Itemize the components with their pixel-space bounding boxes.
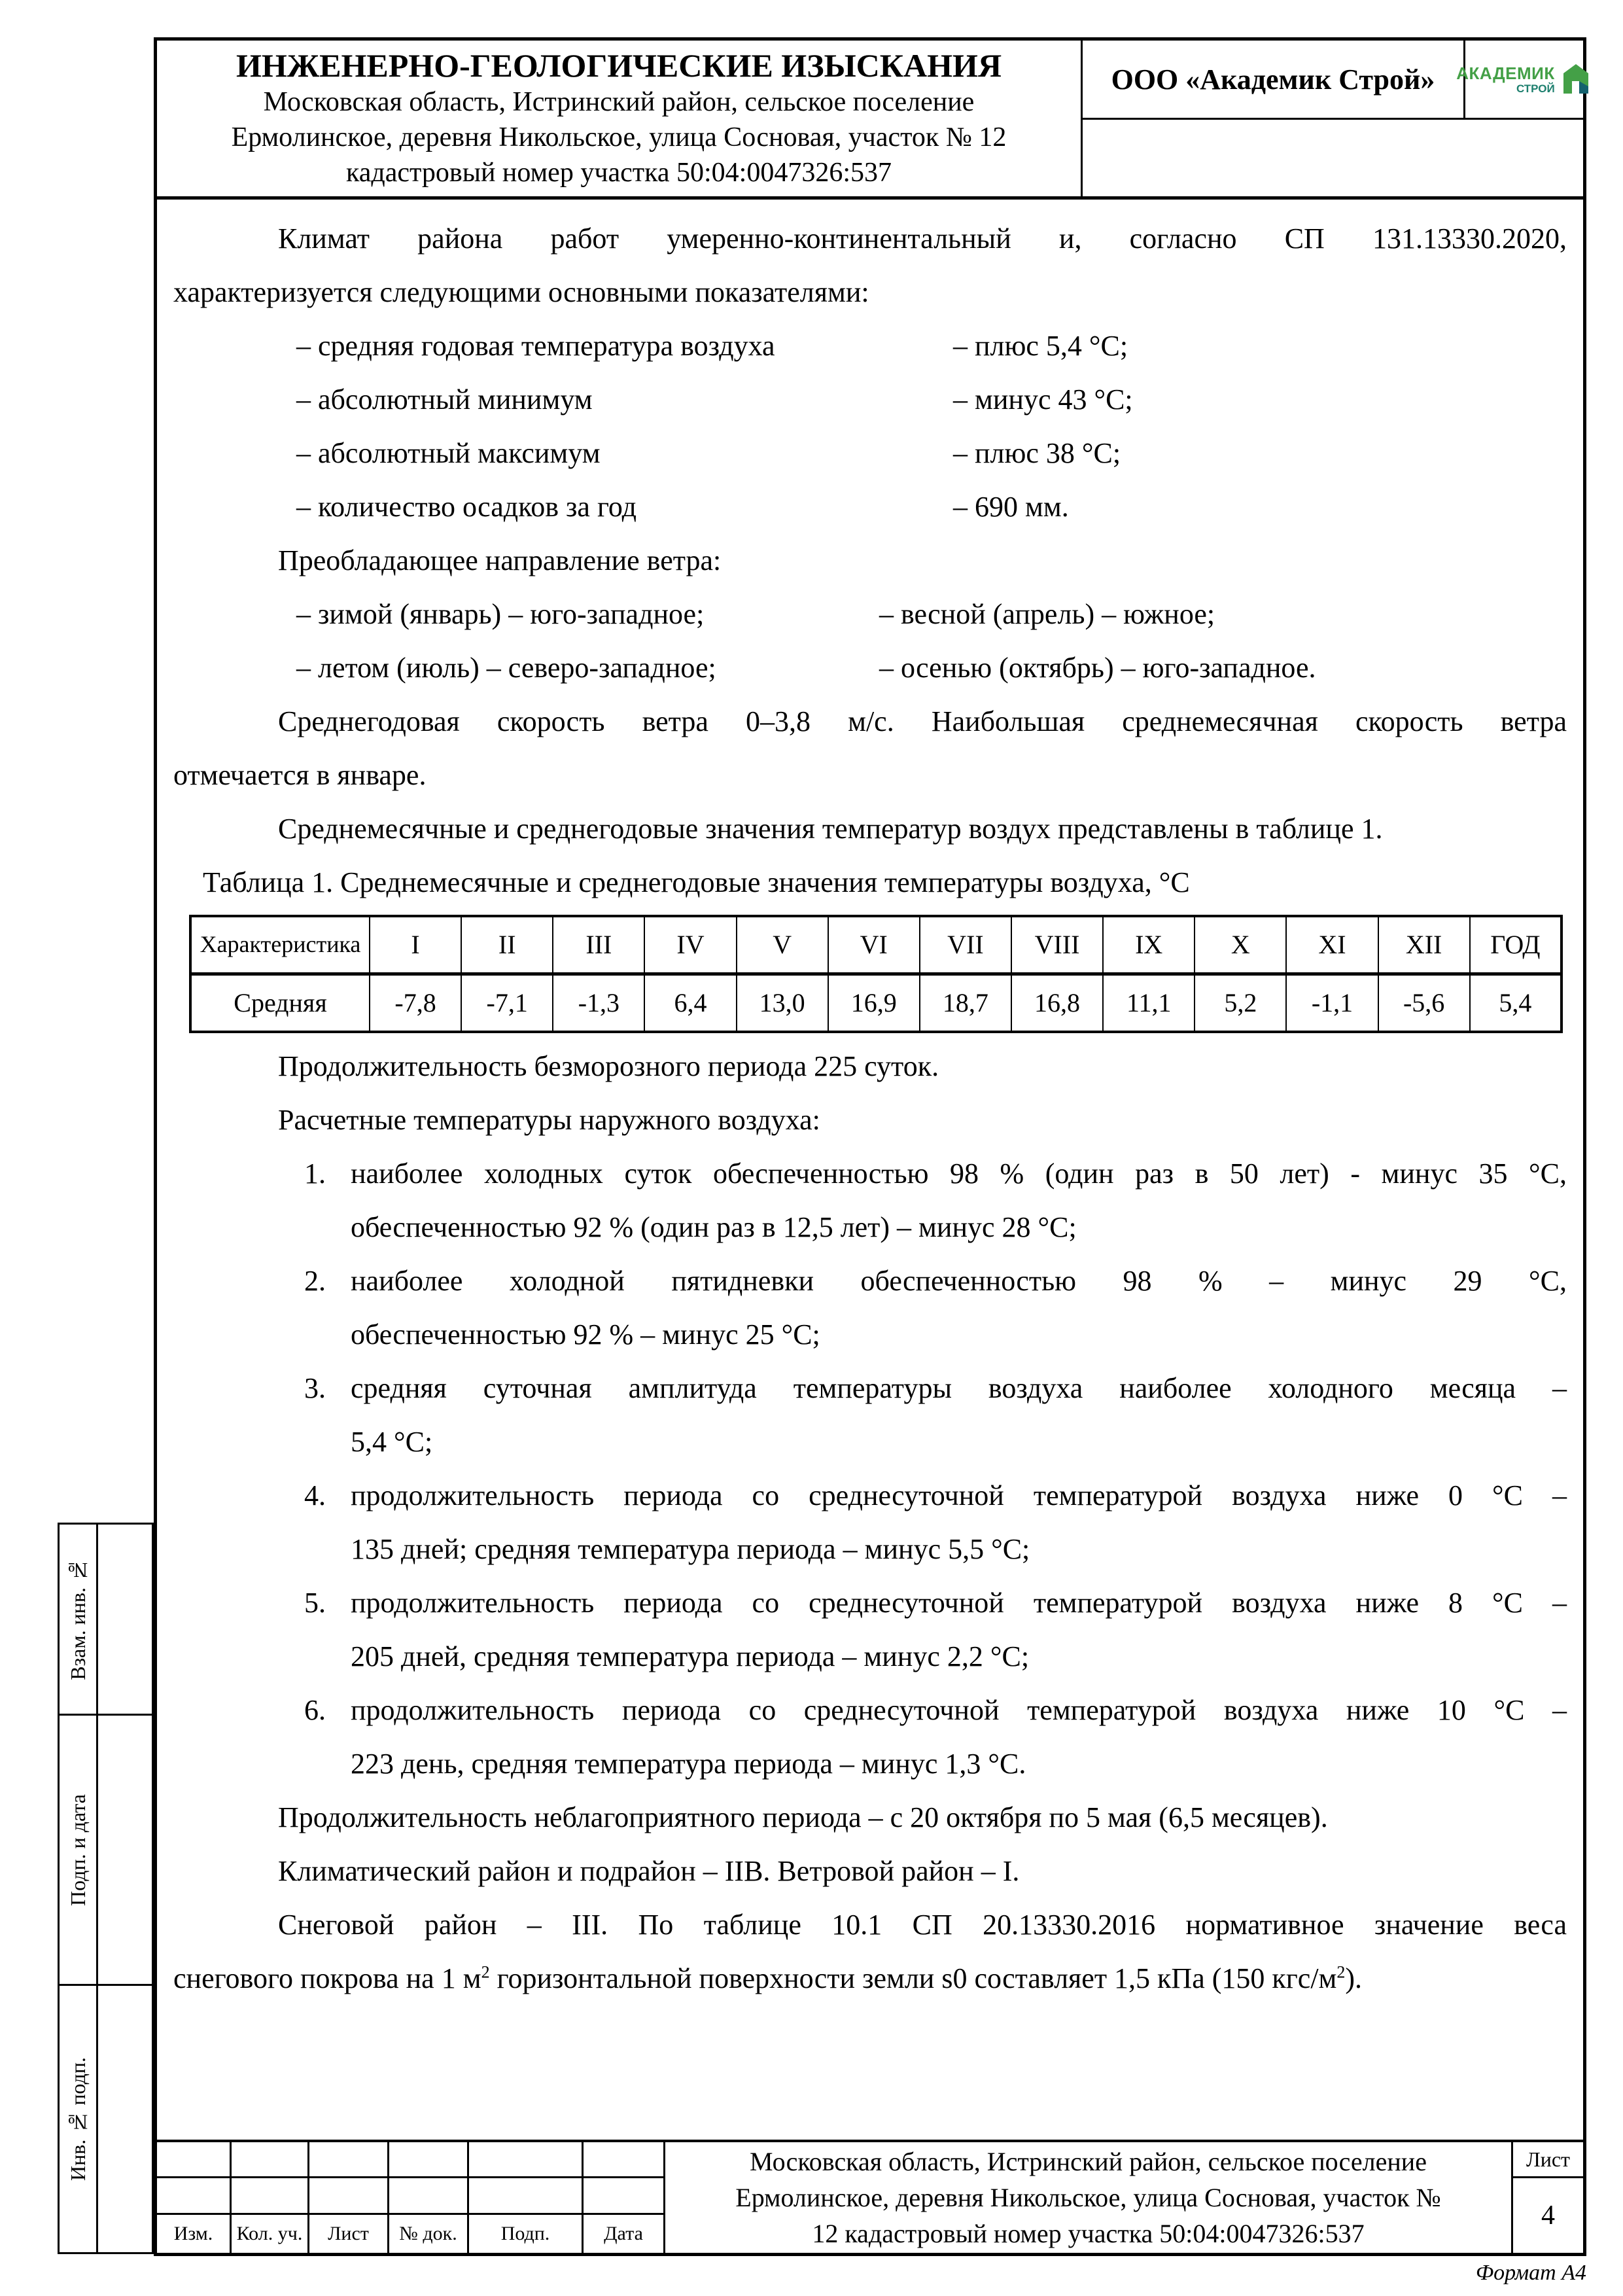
wind-spring: – весной (апрель) – южное; [879,598,1215,630]
stamp-label-data: Дата [584,2215,665,2253]
list-item-number: 3. [304,1372,326,1404]
stamp-label-dok: № док. [389,2215,469,2253]
stamp-empty-cell [584,2142,665,2178]
list-item-line1: наиболее холодной пятидневки обеспеченностью 98 % – минус 29 °С, [351,1265,1567,1297]
table-cell: 5,2 [1195,974,1286,1033]
climate-item-value: – плюс 5,4 °С; [953,330,1128,362]
climate-item-row [173,427,1567,480]
title-block [157,2140,1583,2253]
table-caption: Таблица 1. Среднемесячные и среднегодовые значения температуры воздуха, °С [203,866,1190,898]
sheet-number: 4 [1541,2200,1555,2231]
climate-item-label: – абсолютный минимум [296,383,593,415]
snow-sup2: 2 [1336,1962,1346,1982]
list-item-line1: продолжительность периода со среднесуточной температурой воздуха ниже 0 °С – [351,1479,1567,1511]
paragraph-frost-free: Продолжительность безморозного периода 225 суток. [278,1050,939,1082]
table-cell: -1,3 [553,974,644,1033]
table-header-cell: II [461,916,553,974]
temperature-table [189,915,1563,1033]
list-item-number: 1. [304,1157,326,1190]
stamp-label-list: Лист [309,2215,389,2253]
list-item [173,1576,1567,1684]
stamp-label-izm: Изм. [157,2215,232,2253]
table-cell: 16,9 [828,974,920,1033]
sheet-label: Лист [1513,2142,1583,2178]
stamp-cell-label-box [60,1986,98,2252]
survey-subtitle-line2: Ермолинское, деревня Никольское, улица Сосновая, участок № 12 [231,122,1007,152]
list-item-number: 2. [304,1265,326,1297]
snow-line2c: ). [1345,1962,1363,1994]
table-header-cell: VIII [1011,916,1103,974]
stamp-empty-cell [232,2142,309,2178]
project-description-cell [665,2142,1513,2253]
survey-title-cell [157,41,1083,196]
stamp-cell-blank [98,1986,152,2252]
house-icon [1558,61,1592,98]
climate-item-row [173,373,1567,427]
list-item-line2: 5,4 °С; [351,1426,433,1458]
left-stamp-column [58,1523,154,2256]
stamp-empty-cell [157,2142,232,2178]
logo-text [1456,65,1554,94]
podp-data-label: Подп. и дата [65,1793,90,1906]
document-body [157,203,1583,2005]
table-cell: 13,0 [737,974,828,1033]
wind-winter: – зимой (январь) – юго-западное; [296,598,705,630]
table-cell: -1,1 [1286,974,1378,1033]
paragraph-snow [173,1898,1567,2005]
list-item-text [351,1684,1567,1791]
list-item-number: 6. [304,1694,326,1726]
document-frame [154,37,1586,2256]
snow-line2b: горизонтальной поверхности земли s0 составляет 1,5 кПа (150 кгс/м [489,1962,1337,1994]
list-item [173,1147,1567,1254]
table-cell: 16,8 [1011,974,1103,1033]
stamp-cell-podp [58,1714,154,1986]
stamp-label-podp: Подп. [469,2215,584,2253]
table-header-cell: XI [1286,916,1378,974]
table-cell: 6,4 [644,974,736,1033]
climate-item-value: – 690 мм. [953,491,1069,523]
climate-line2: характеризуется следующими основными показателями: [173,276,869,308]
table-row-label: Средняя [190,974,370,1033]
company-name: ООО «Академик Строй» [1083,41,1465,118]
list-item [173,1362,1567,1469]
stamp-cell-label-box [60,1525,98,1714]
table-cell: 5,4 [1470,974,1562,1033]
stamp-empty-cell [584,2178,665,2215]
title-header [157,41,1583,200]
table-header-cell: III [553,916,644,974]
project-line2: Ермолинское, деревня Никольское, улица Сосновая, участок № [735,2183,1441,2212]
header-right-section [1083,41,1583,196]
list-item-text [351,1254,1567,1362]
snow-line2 [173,1952,1567,2005]
survey-subtitle-line3: кадастровый номер участка 50:04:0047326:537 [345,158,892,188]
survey-title: ИНЖЕНЕРНО-ГЕОЛОГИЧЕСКИЕ ИЗЫСКАНИЯ [236,47,1002,84]
table-header-cell: X [1195,916,1286,974]
stamp-label-kol: Кол. уч. [232,2215,309,2253]
table-header-cell: IV [644,916,736,974]
project-line3: 12 кадастровый номер участка 50:04:0047326:537 [812,2219,1365,2248]
climate-item-row [173,480,1567,534]
table-header-cell: IX [1103,916,1195,974]
snow-sup1: 2 [481,1962,490,1982]
table-header-cell: V [737,916,828,974]
survey-subtitle-line1: Московская область, Истринский район, сельское поселение [263,87,975,117]
wind-summer: – летом (июль) – северо-западное; [296,652,716,684]
wind-speed-line1: Среднегодовая скорость ветра 0–3,8 м/с. Наибольшая среднемесячная скорость ветра [278,705,1567,737]
list-item-text [351,1576,1567,1684]
list-item [173,1254,1567,1362]
vzam-inv-label: Взам. инв. № [65,1558,90,1680]
list-item-line1: продолжительность периода со среднесуточной температурой воздуха ниже 10 °С – [351,1694,1567,1726]
akademik-stroy-logo [1456,61,1592,98]
logo-word-stroy: СТРОЙ [1516,82,1555,95]
stamp-empty-cell [389,2178,469,2215]
climate-item-row [173,319,1567,373]
project-line1: Московская область, Истринский район, сельское поселение [750,2147,1427,2176]
stamp-empty-cell [469,2178,584,2215]
wind-autumn: – осенью (октябрь) – юго-западное. [879,652,1316,684]
stamp-empty-cell [232,2178,309,2215]
wind-speed-line2: отмечается в январе. [173,759,427,791]
table-header-cell: Характеристика [190,916,370,974]
list-item-line1: наиболее холодных суток обеспеченностью 98 % (один раз в 50 лет) - минус 35 °С, [351,1157,1567,1190]
list-item-text [351,1147,1567,1254]
logo-word-akademik: АКАДЕМИК [1456,63,1555,83]
list-item-text [351,1362,1567,1469]
company-logo-cell [1456,41,1583,118]
climate-item-value: – минус 43 °С; [953,383,1133,415]
climate-line1: Климат района работ умеренно-континентальный и, согласно СП 131.13330.2020, [278,222,1567,255]
calc-temp-heading: Расчетные температуры наружного воздуха: [278,1104,820,1136]
climate-item-label: – средняя годовая температура воздуха [296,330,775,362]
header-right-top-row [1083,41,1583,120]
snow-line1: Снеговой район – III. По таблице 10.1 СП 20.13330.2016 нормативное значение веса [278,1909,1567,1941]
table-cell: 18,7 [920,974,1011,1033]
wind-heading: Преобладающее направление ветра: [278,544,722,576]
table-header-cell: VII [920,916,1011,974]
list-item-line1: продолжительность периода со среднесуточной температурой воздуха ниже 8 °С – [351,1587,1567,1619]
table-cell: -7,8 [370,974,461,1033]
format-note: Формат А4 [1475,2261,1586,2285]
list-item [173,1469,1567,1576]
stamp-cell-label-box [60,1716,98,1984]
paragraph-climate [173,212,1567,319]
climate-item-value: – плюс 38 °С; [953,437,1121,469]
list-item-line2: 223 день, средняя температура периода – минус 1,3 °С. [351,1748,1026,1780]
wind-direction-row [173,641,1567,695]
list-item-line2: обеспеченностью 92 % (один раз в 12,5 лет) – минус 28 °С; [351,1211,1077,1243]
list-item-number: 5. [304,1587,326,1619]
inv-podp-label: Инв. № подп. [65,2057,90,2181]
table-data-row [190,974,1562,1033]
table-header-cell: VI [828,916,920,974]
stamp-empty-cell [469,2142,584,2178]
table-header-cell: I [370,916,461,974]
paragraph-table-intro: Среднемесячные и среднегодовые значения температур воздух представлены в таблице 1. [278,813,1383,845]
climate-item-label: – количество осадков за год [296,491,637,523]
list-item-line1: средняя суточная амплитуда температуры воздуха наиболее холодного месяца – [351,1372,1567,1404]
stamp-cell-blank [98,1716,152,1984]
paragraph-wind-speed [173,695,1567,802]
paragraph-climate-district: Климатический район и подрайон – IIВ. Ветровой район – I. [278,1855,1020,1887]
wind-direction-row [173,588,1567,641]
climate-item-label: – абсолютный максимум [296,437,601,469]
stamp-cell-blank [98,1525,152,1714]
stamp-empty-cell [389,2142,469,2178]
list-item-line2: 205 дней, средняя температура периода – минус 2,2 °С; [351,1640,1030,1672]
list-item-number: 4. [304,1479,326,1511]
table-cell: 11,1 [1103,974,1195,1033]
list-item [173,1684,1567,1791]
table-header-row [190,916,1562,974]
table-header-cell: XII [1378,916,1470,974]
list-item-line2: 135 дней; средняя температура периода – минус 5,5 °С; [351,1533,1030,1565]
table-header-cell: ГОД [1470,916,1562,974]
snow-line2a: снегового покрова на 1 м [173,1962,481,1994]
table-cell: -5,6 [1378,974,1470,1033]
paragraph-unfavorable-period: Продолжительность неблагоприятного периода – с 20 октября по 5 мая (6,5 месяцев). [278,1801,1328,1833]
list-item-text [351,1469,1567,1576]
stamp-empty-cell [309,2178,389,2215]
table-cell: -7,1 [461,974,553,1033]
header-empty-cell [1083,120,1583,196]
stamp-empty-cell [157,2178,232,2215]
stamp-empty-cell [309,2142,389,2178]
stamp-cell-inv [58,1984,154,2254]
stamp-cell-vzam [58,1523,154,1716]
list-item-line2: обеспеченностью 92 % – минус 25 °С; [351,1318,820,1351]
